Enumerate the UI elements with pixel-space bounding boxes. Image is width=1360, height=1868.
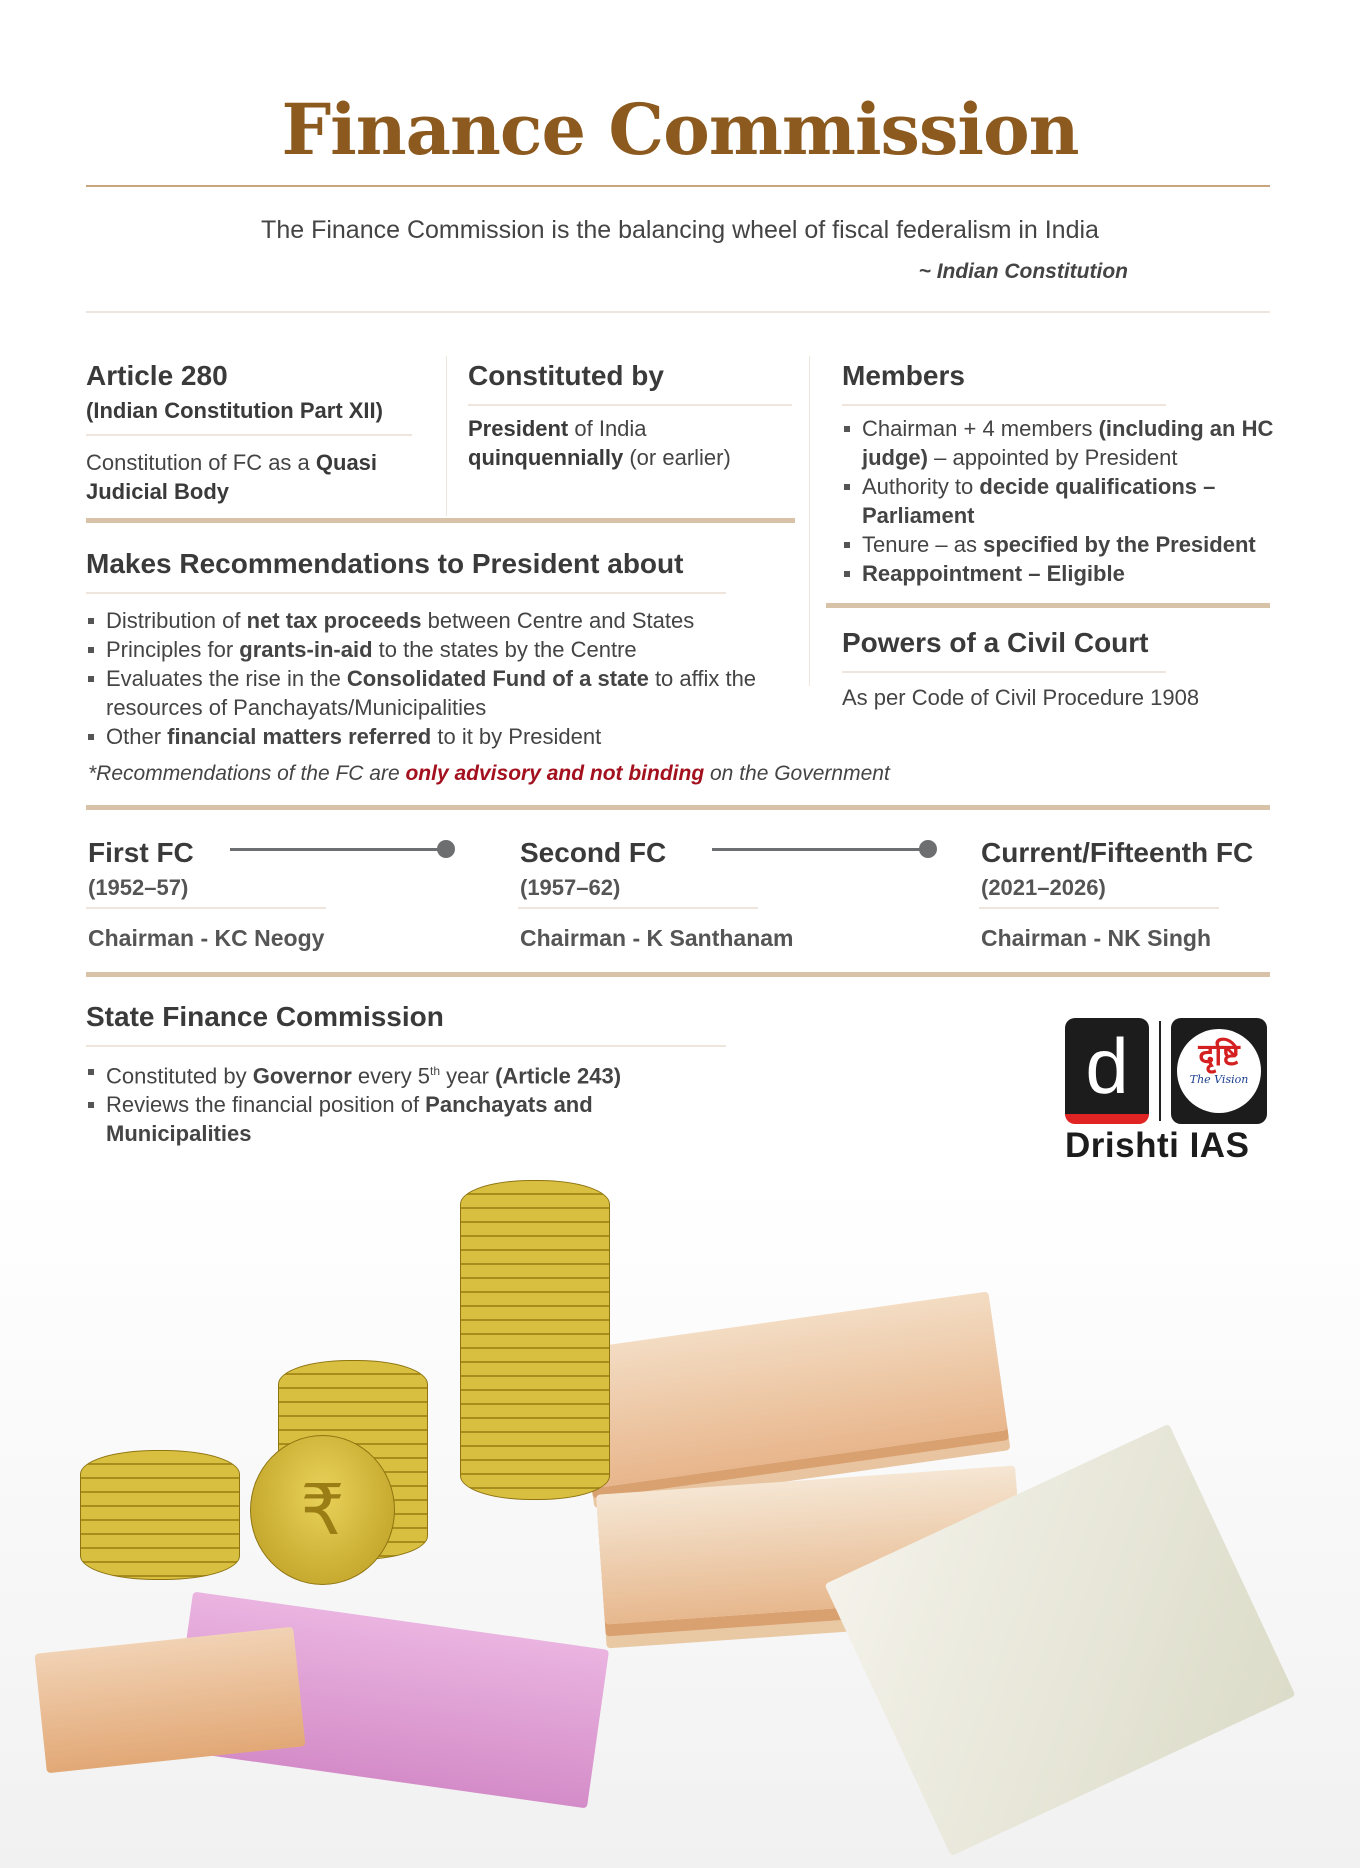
list-item: Distribution of net tax proceeds between Centre and States (86, 606, 806, 635)
state-fc-list (86, 1057, 746, 1148)
title-divider (86, 185, 1270, 187)
timeline-name: First FC (88, 837, 194, 868)
quote-divider (86, 311, 1270, 313)
quote-text: The Finance Commission is the balancing wheel of fiscal federalism in India (261, 216, 1099, 244)
members-list (842, 414, 1312, 588)
underline (979, 907, 1219, 909)
section-divider (86, 518, 795, 523)
underline (518, 907, 758, 909)
recommendations-section (86, 548, 806, 751)
list-item: Tenure – as specified by the President (842, 530, 1312, 559)
members-section (842, 360, 1312, 588)
coin-stack-icon (80, 1450, 240, 1580)
logo-name: Drishti IAS (1065, 1126, 1250, 1165)
rupee-coin-icon: ₹ (250, 1435, 395, 1585)
banknote-bundle-icon (572, 1291, 1007, 1488)
underline (86, 907, 326, 909)
underline (86, 592, 726, 594)
state-fc-heading: State Finance Commission (86, 1001, 444, 1032)
d-logo-icon: d (1065, 1018, 1149, 1124)
civil-court-section (842, 627, 1272, 712)
section-divider (826, 603, 1270, 608)
list-item: Authority to decide qualifications – Parliament (842, 472, 1272, 530)
recommendations-heading: Makes Recommendations to President about (86, 548, 684, 579)
timeline-chairman: Chairman - KC Neogy (88, 925, 325, 951)
timeline-dot (437, 840, 455, 858)
quote-attribution: ~ Indian Constitution (918, 260, 1128, 283)
article-280-section (86, 360, 426, 506)
list-item: Constituted by Governor every 5th year (Article 243) (86, 1057, 746, 1090)
coin-stack-icon (460, 1180, 610, 1500)
article-subheading: (Indian Constitution Part XII) (86, 398, 383, 423)
underline (842, 671, 1166, 673)
timeline-chairman: Chairman - NK Singh (981, 925, 1212, 951)
column-divider (809, 356, 810, 686)
section-divider (86, 805, 1270, 810)
money-illustration (0, 1180, 1360, 1868)
underline (86, 434, 412, 436)
underline (468, 404, 792, 406)
list-item: Other financial matters referred to it by President (86, 722, 806, 751)
timeline-item (520, 837, 794, 952)
timeline-item (981, 837, 1253, 952)
timeline-connector (712, 848, 927, 851)
drishti-hindi-logo-icon: दृष्टि The Vision (1171, 1018, 1267, 1124)
timeline-connector (230, 848, 445, 851)
constituted-heading: Constituted by (468, 360, 664, 391)
list-item: Evaluates the rise in the Consolidated Fund of a state to affix the resources of Panchayats/Municipalities (86, 664, 786, 722)
list-item: Reappointment – Eligible (842, 559, 1312, 588)
civil-court-text: As per Code of Civil Procedure 1908 (842, 685, 1200, 710)
timeline-years: (1952–57) (88, 875, 189, 900)
constituted-section (468, 360, 798, 472)
state-fc-section (86, 1001, 746, 1148)
page-title: Finance Commission (281, 88, 1079, 171)
timeline-name: Current/Fifteenth FC (981, 837, 1254, 868)
timeline-years: (2021–2026) (981, 875, 1106, 900)
timeline-item (88, 837, 324, 952)
list-item: Chairman + 4 members (including an HC judge) – appointed by President (842, 414, 1282, 472)
column-divider (446, 356, 447, 516)
footnote: *Recommendations of the FC are only advisory and not binding on the Government (88, 762, 890, 785)
article-heading: Article 280 (86, 360, 228, 391)
recommendations-list (86, 606, 806, 751)
civil-court-heading: Powers of a Civil Court (842, 627, 1149, 658)
timeline-name: Second FC (520, 837, 667, 868)
timeline-chairman: Chairman - K Santhanam (520, 925, 794, 951)
members-heading: Members (842, 360, 965, 391)
constituted-text: President of India quinquennially (or earlier) (468, 416, 731, 470)
timeline-dot (919, 840, 937, 858)
timeline-years: (1957–62) (520, 875, 621, 900)
drishti-logo (1065, 1018, 1267, 1166)
underline (842, 404, 1166, 406)
list-item: Principles for grants-in-aid to the states by the Centre (86, 635, 806, 664)
underline (86, 1045, 726, 1047)
article-text: Constitution of FC as a Quasi Judicial Body (86, 450, 378, 504)
section-divider (86, 972, 1270, 977)
list-item: Reviews the financial position of Panchayats and Municipalities (86, 1090, 646, 1148)
